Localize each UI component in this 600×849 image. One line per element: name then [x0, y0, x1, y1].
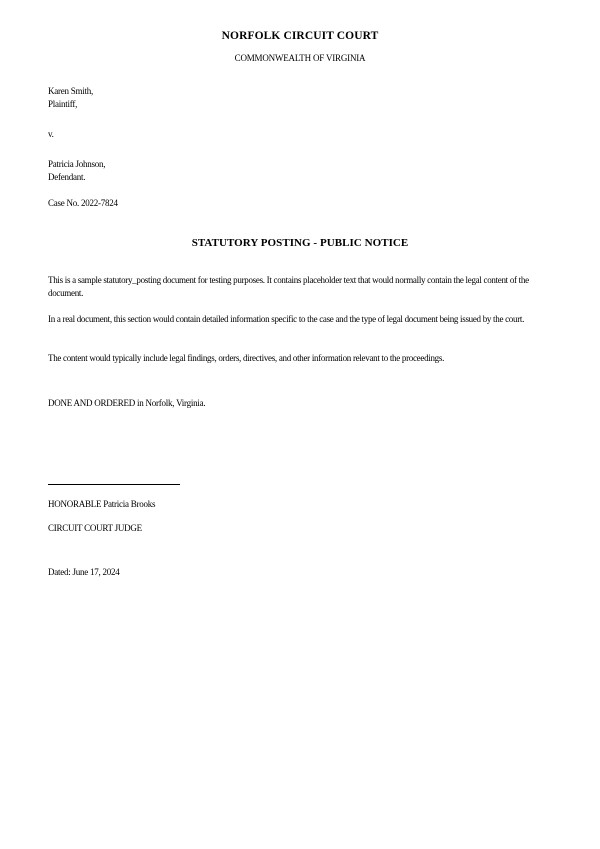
judge-name: HONORABLE Patricia Brooks [48, 499, 156, 509]
judge-title: CIRCUIT COURT JUDGE [48, 523, 142, 533]
plaintiff-role: Plaintiff, [48, 99, 78, 109]
body-paragraph: This is a sample statutory_posting document for testing purposes. It contains placeholder text that would normally contain the legal content of the document. [48, 275, 529, 298]
plaintiff-name: Karen Smith, [48, 86, 93, 96]
defendant-role: Defendant. [48, 172, 86, 182]
body-paragraph: In a real document, this section would contain detailed information specific to the case and the type of legal document being issued by the court. [48, 314, 525, 324]
signature-line [48, 484, 180, 485]
jurisdiction: COMMONWEALTH OF VIRGINIA [234, 53, 366, 63]
versus: v. [48, 129, 54, 139]
court-name: NORFOLK CIRCUIT COURT [221, 30, 379, 42]
done-and-ordered: DONE AND ORDERED in Norfolk, Virginia. [48, 398, 206, 408]
case-number: Case No. 2022-7824 [48, 198, 118, 208]
dated: Dated: June 17, 2024 [48, 567, 120, 577]
body-paragraph: The content would typically include legal findings, orders, directives, and other information relevant to the proceedings. [48, 353, 445, 363]
notice-title: STATUTORY POSTING - PUBLIC NOTICE [191, 237, 409, 249]
defendant-name: Patricia Johnson, [48, 159, 106, 169]
